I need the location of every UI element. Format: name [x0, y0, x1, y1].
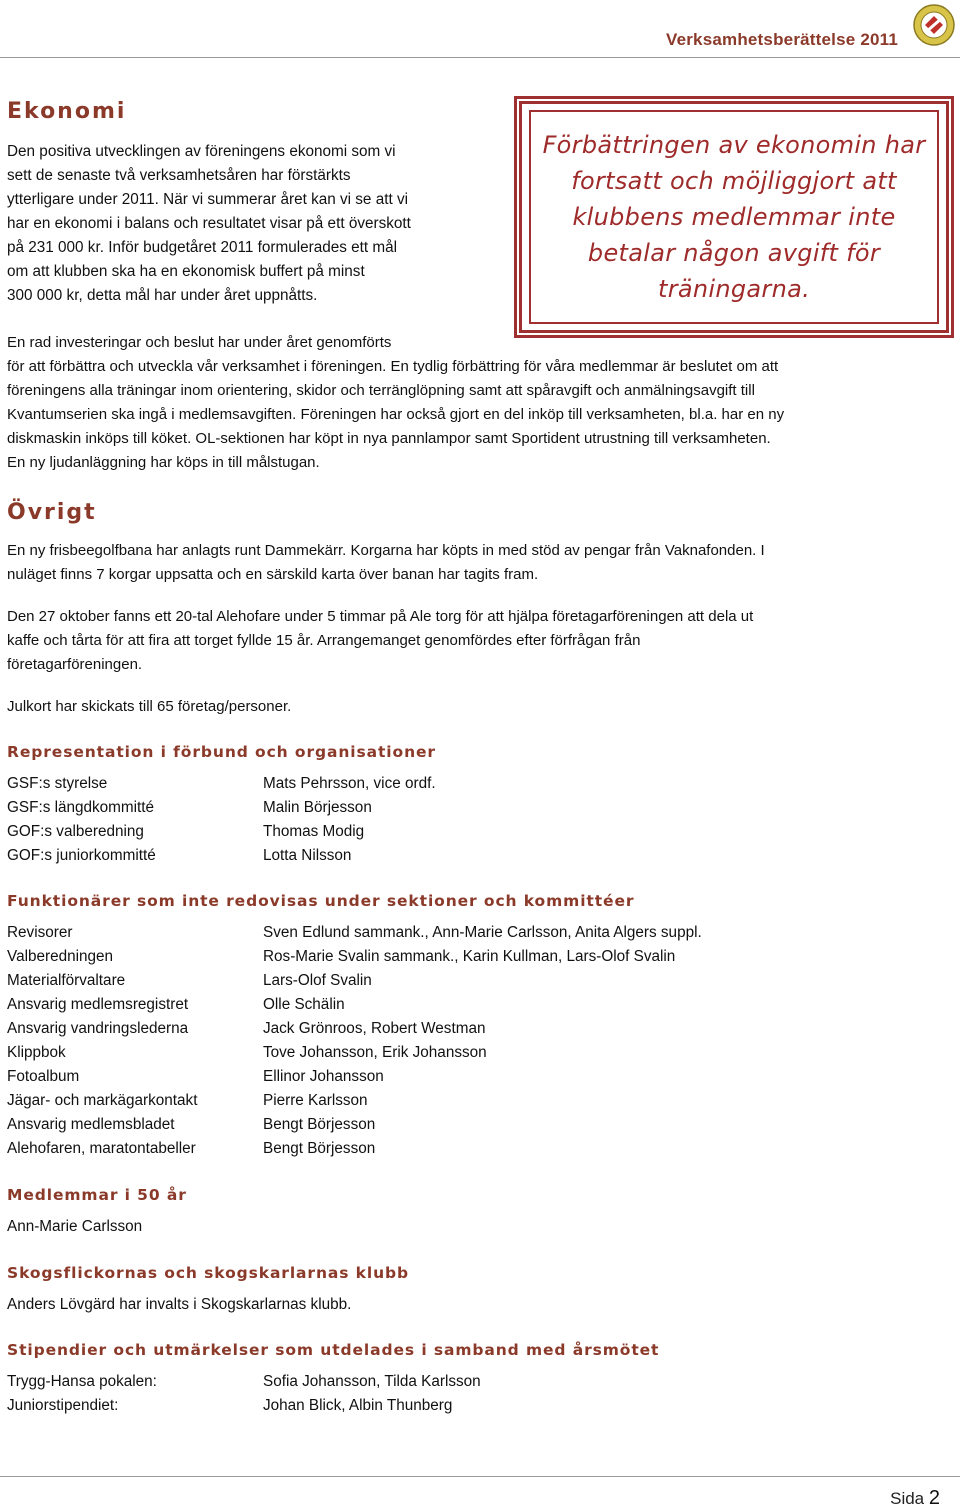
- text-line: kaffe och tårta för att fira att torget fyllde 15 år. Arrangemanget genomfördes efter förfrågan från: [7, 632, 641, 649]
- funktionar-name: Bengt Börjesson: [263, 1140, 376, 1157]
- text-line: 300 000 kr, detta mål har under året uppnåtts.: [7, 287, 318, 304]
- callout-line: klubbens medlemmar inte: [572, 203, 896, 231]
- text-line: En ny frisbeegolfbana har anlagts runt Dammekärr. Korgarna har köpts in med stöd av pengar från Vaknafonden. I: [7, 542, 765, 559]
- funktionar-role: Valberedningen: [7, 948, 114, 965]
- text-line: föreningens alla träningar inom orientering, skidor och terränglöpning samt att spåravgift och anmälningsavgift till: [7, 382, 755, 399]
- funktionar-role: Alehofaren, maratontabeller: [7, 1140, 196, 1157]
- representation-name: Mats Pehrsson, vice ordf.: [263, 775, 436, 792]
- funktionar-name: Jack Grönroos, Robert Westman: [263, 1020, 486, 1037]
- funktionar-role: Revisorer: [7, 924, 73, 941]
- header-divider: [0, 57, 960, 58]
- text-line: diskmaskin inköps till köket. OL-sektionen har köpt in nya pannlampor samt Sportident utrustning till verksamheten.: [7, 430, 771, 447]
- text-line: nuläget finns 7 korgar uppsatta och en särskild karta över banan har tagits fram.: [7, 566, 539, 583]
- representation-name: Malin Börjesson: [263, 799, 372, 816]
- text-line: har en ekonomi i balans och resultatet visar på ett överskott: [7, 215, 411, 232]
- ovrigt-paragraph-frisbee: [7, 539, 957, 587]
- club-logo-icon: [912, 3, 956, 47]
- text-line: ytterligare under 2011. När vi summerar året kan vi se att vi: [7, 191, 408, 208]
- funktionar-role: Fotoalbum: [7, 1068, 80, 1085]
- section-heading-representation: Representation i förbund och organisationer: [7, 743, 436, 761]
- text-line: sett de senaste två verksamhetsåren har förstärkts: [7, 167, 351, 184]
- funktionar-role: Ansvarig medlemsbladet: [7, 1116, 175, 1133]
- funktionar-role: Materialförvaltare: [7, 972, 126, 989]
- section-heading-stipendier: Stipendier och utmärkelser som utdelades i samband med årsmötet: [7, 1341, 660, 1359]
- document-header-title: Verksamhetsberättelse 2011: [665, 30, 898, 49]
- text-line: på 231 000 kr. Inför budgetåret 2011 formulerades ett mål: [7, 239, 398, 256]
- funktionar-name: Tove Johansson, Erik Johansson: [263, 1044, 487, 1061]
- representation-role: GSF:s längdkommitté: [7, 799, 155, 816]
- funktionar-role: Ansvarig medlemsregistret: [7, 996, 189, 1013]
- representation-role: GSF:s styrelse: [7, 775, 108, 792]
- text-line: En ny ljudanläggning har köps in till målstugan.: [7, 454, 320, 471]
- text-line: Kvantumserien ska ingå i medlemsavgiften. Föreningen har också gjort en del inköp till verksamheten, bl.a. har en ny: [7, 406, 785, 423]
- page-number-value: 2: [928, 1487, 940, 1509]
- ovrigt-paragraph-ale-torg: [7, 605, 957, 677]
- section-heading-ovrigt: Övrigt: [7, 500, 97, 525]
- stipendium-recipients: Sofia Johansson, Tilda Karlsson: [263, 1373, 481, 1390]
- stipendium-label: Trygg-Hansa pokalen:: [7, 1373, 157, 1390]
- funktionar-name: Ros-Marie Svalin sammank., Karin Kullman, Lars-Olof Svalin: [263, 948, 676, 965]
- footer-divider: [0, 1476, 960, 1477]
- funktionar-role: Ansvarig vandringslederna: [7, 1020, 189, 1037]
- callout-text: [534, 127, 934, 307]
- skogsklubb-text: Anders Lövgärd har invalts i Skogskarlarnas klubb.: [7, 1296, 352, 1313]
- section-heading-skogsklubb: Skogsflickornas och skogskarlarnas klubb: [7, 1264, 410, 1282]
- funktionar-name: Olle Schälin: [263, 996, 345, 1013]
- callout-line: fortsatt och möjliggjort att: [571, 167, 897, 195]
- ovrigt-paragraph-julkort: Julkort har skickats till 65 företag/personer.: [7, 698, 292, 715]
- text-line: för att förbättra och utveckla vår verksamhet i föreningen. En tydlig förbättring för våra medlemmar är beslutet om att: [7, 358, 779, 375]
- representation-name: Thomas Modig: [263, 823, 365, 840]
- ekonomi-callout-box: [514, 96, 954, 338]
- ekonomi-investment-paragraph: [7, 331, 957, 475]
- funktionar-name: Ellinor Johansson: [263, 1068, 384, 1085]
- stipendium-label: Juniorstipendiet:: [7, 1397, 119, 1414]
- page-number: [890, 1487, 940, 1510]
- representation-role: GOF:s juniorkommitté: [7, 847, 156, 864]
- text-line: företagarföreningen.: [7, 656, 143, 673]
- representation-name: Lotta Nilsson: [263, 847, 352, 864]
- section-heading-medlemmar-50: Medlemmar i 50 år: [7, 1186, 187, 1204]
- callout-line: betalar någon avgift för: [587, 239, 881, 267]
- funktionar-role: Klippbok: [7, 1044, 66, 1061]
- funktionar-name: Sven Edlund sammank., Ann-Marie Carlsson, Anita Algers suppl.: [263, 924, 702, 941]
- funktionar-role: Jägar- och markägarkontakt: [7, 1092, 198, 1109]
- ekonomi-intro-paragraph: [7, 140, 507, 308]
- medlemmar-50-name: Ann-Marie Carlsson: [7, 1218, 143, 1235]
- text-line: Den positiva utvecklingen av föreningens ekonomi som vi: [7, 143, 396, 160]
- funktionar-name: Lars-Olof Svalin: [263, 972, 372, 989]
- callout-line: Förbättringen av ekonomin har: [542, 131, 926, 159]
- page-label: Sida: [890, 1489, 925, 1508]
- section-heading-funktionarer: Funktionärer som inte redovisas under sektioner och kommittéer: [7, 892, 635, 910]
- funktionar-name: Bengt Börjesson: [263, 1116, 376, 1133]
- callout-line: träningarna.: [657, 275, 811, 303]
- text-line: Den 27 oktober fanns ett 20-tal Alehofare under 5 timmar på Ale torg för att hjälpa företagarföreningen att dela ut: [7, 608, 754, 625]
- section-heading-ekonomi: Ekonomi: [7, 99, 127, 124]
- representation-role: GOF:s valberedning: [7, 823, 144, 840]
- stipendium-recipients: Johan Blick, Albin Thunberg: [263, 1397, 453, 1414]
- funktionar-name: Pierre Karlsson: [263, 1092, 368, 1109]
- text-line: om att klubben ska ha en ekonomisk buffert på minst: [7, 263, 365, 280]
- text-line: En rad investeringar och beslut har under året genomförts: [7, 334, 392, 351]
